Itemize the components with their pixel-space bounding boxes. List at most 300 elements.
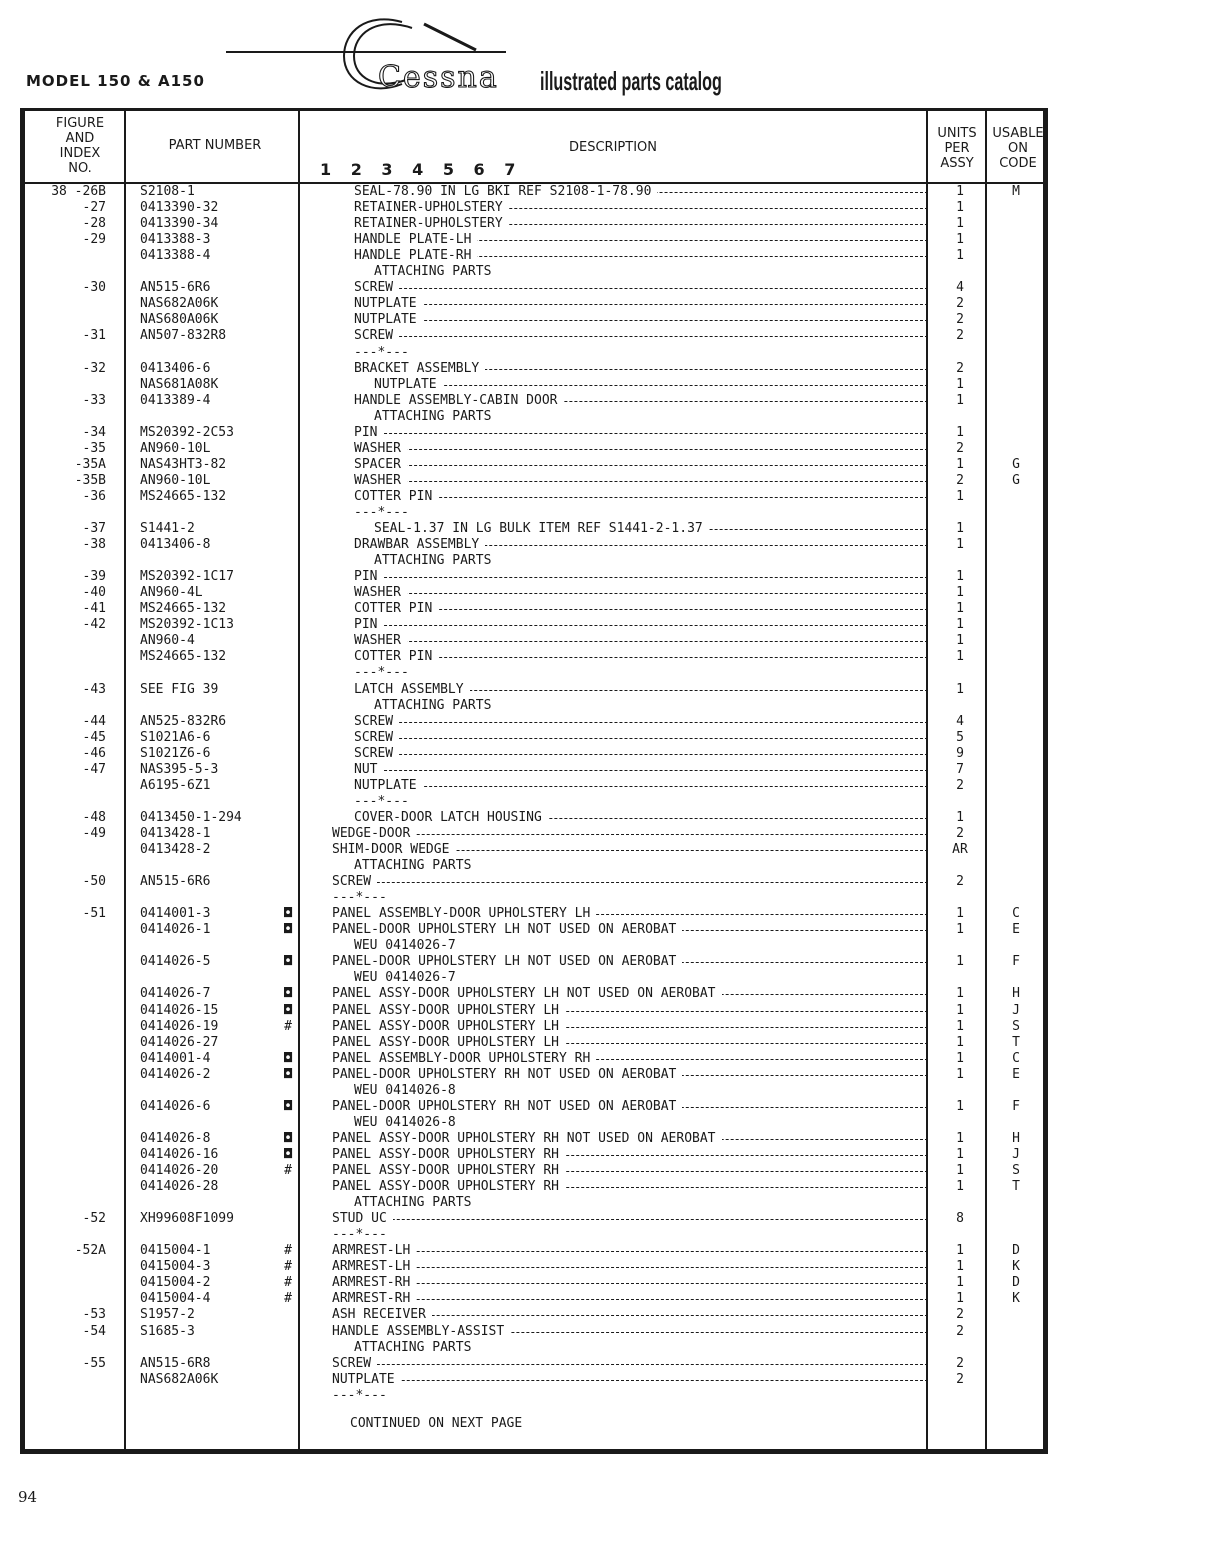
- part-number: S1441-2: [140, 521, 195, 536]
- description-text: SCREW: [332, 1356, 377, 1371]
- part-description: [374, 521, 928, 537]
- description-text: ---*---: [332, 1227, 393, 1242]
- units-per-assy: 1: [956, 810, 964, 825]
- units-per-assy: 1: [956, 922, 964, 937]
- description-text: ARMREST-LH: [332, 1243, 416, 1258]
- description-text: NUTPLATE: [354, 296, 423, 311]
- page-number: 94: [18, 1488, 38, 1506]
- part-description: [332, 1179, 928, 1195]
- description-text: SCREW: [354, 730, 399, 745]
- header-line: NO.: [68, 161, 92, 176]
- units-per-assy: 1: [956, 1259, 964, 1274]
- description-text: COTTER PIN: [354, 649, 438, 664]
- units-per-assy: 1: [956, 521, 964, 536]
- part-description: [332, 1131, 928, 1147]
- part-number: 0413390-34: [140, 216, 219, 231]
- part-number: 0414026-27: [140, 1035, 219, 1050]
- part-description: [354, 778, 928, 794]
- part-number: 0414026-8: [140, 1131, 211, 1146]
- part-number: AN507-832R8: [140, 328, 227, 343]
- part-description: [354, 216, 928, 232]
- description-text: ---*---: [332, 890, 393, 905]
- description-text: NUTPLATE: [332, 1372, 401, 1387]
- description-text: WASHER: [354, 441, 407, 456]
- index-number: -27: [82, 200, 106, 215]
- description-text: HANDLE PLATE-RH: [354, 248, 477, 263]
- description-text: SCREW: [354, 280, 399, 295]
- part-description: [374, 409, 928, 425]
- part-description: [354, 1083, 928, 1099]
- continued-note: CONTINUED ON NEXT PAGE: [350, 1416, 523, 1431]
- units-per-assy: 1: [956, 1019, 964, 1034]
- index-number: -38: [82, 537, 106, 552]
- part-description: [332, 906, 928, 922]
- description-text: ATTACHING PARTS: [374, 264, 497, 279]
- usable-on-code: S: [1012, 1019, 1020, 1034]
- description-text: SPACER: [354, 457, 407, 472]
- units-per-assy: 1: [956, 601, 964, 616]
- units-per-assy: 1: [956, 489, 964, 504]
- part-number: 0413428-2: [140, 842, 211, 857]
- part-description: [354, 601, 928, 617]
- part-description: [374, 377, 928, 393]
- description-text: SCREW: [354, 714, 399, 729]
- description-text: WEU 0414026-7: [354, 938, 462, 953]
- index-number: -36: [82, 489, 106, 504]
- units-per-assy: 1: [956, 682, 964, 697]
- description-text: NUTPLATE: [374, 377, 443, 392]
- units-per-assy: 1: [956, 1003, 964, 1018]
- part-number: 0413428-1: [140, 826, 211, 841]
- description-text: COTTER PIN: [354, 601, 438, 616]
- description-text: ATTACHING PARTS: [354, 858, 477, 873]
- index-number: -40: [82, 585, 106, 600]
- units-per-assy: 7: [956, 762, 964, 777]
- description-text: PANEL ASSY-DOOR UPHOLSTERY RH NOT USED ON AEROBAT: [332, 1131, 722, 1146]
- part-description: [354, 938, 928, 954]
- part-number: 0414026-28: [140, 1179, 219, 1194]
- usable-on-code: J: [1012, 1147, 1020, 1162]
- units-per-assy: 1: [956, 649, 964, 664]
- description-text: RETAINER-UPHOLSTERY: [354, 200, 509, 215]
- description-text: ---*---: [354, 345, 415, 360]
- part-description: [332, 922, 928, 938]
- part-description: [332, 1307, 928, 1323]
- effectivity-mark: ◘: [284, 922, 292, 937]
- part-description: [354, 489, 928, 505]
- index-number: -45: [82, 730, 106, 745]
- part-number: 0413450-1-294: [140, 810, 242, 825]
- index-number: 38 -26B: [51, 184, 106, 199]
- description-text: ATTACHING PARTS: [354, 1195, 477, 1210]
- units-per-assy: 2: [956, 1324, 964, 1339]
- index-number: -34: [82, 425, 106, 440]
- description-text: PIN: [354, 617, 383, 632]
- part-number: MS24665-132: [140, 601, 227, 616]
- part-description: [332, 1035, 928, 1051]
- part-description: [354, 1340, 928, 1356]
- part-description: [354, 810, 928, 826]
- units-per-assy: 1: [956, 184, 964, 199]
- header-line: FIGURE: [55, 116, 105, 131]
- description-text: PANEL ASSY-DOOR UPHOLSTERY RH: [332, 1147, 565, 1162]
- units-per-assy: 1: [956, 393, 964, 408]
- figure-column-header: [40, 116, 120, 176]
- units-per-assy: 1: [956, 248, 964, 263]
- index-number: -47: [82, 762, 106, 777]
- description-text: SHIM-DOOR WEDGE: [332, 842, 455, 857]
- part-number: 0414001-3: [140, 906, 211, 921]
- units-per-assy: 1: [956, 537, 964, 552]
- part-number: A6195-6Z1: [140, 778, 211, 793]
- column-divider: [124, 108, 126, 1454]
- units-per-assy: 4: [956, 280, 964, 295]
- description-text: LATCH ASSEMBLY: [354, 682, 470, 697]
- index-number: -42: [82, 617, 106, 632]
- part-description: [374, 553, 928, 569]
- units-per-assy: 1: [956, 1051, 964, 1066]
- units-per-assy: 2: [956, 826, 964, 841]
- description-text: SCREW: [354, 328, 399, 343]
- effectivity-mark: #: [284, 1259, 292, 1274]
- index-number: -32: [82, 361, 106, 376]
- usable-on-code: H: [1012, 986, 1020, 1001]
- units-per-assy: 1: [956, 633, 964, 648]
- catalog-title: illustrated parts catalog: [540, 66, 722, 96]
- description-text: ---*---: [354, 665, 415, 680]
- usable-on-code: D: [1012, 1275, 1020, 1290]
- description-text: PANEL ASSY-DOOR UPHOLSTERY LH NOT USED ON AEROBAT: [332, 986, 722, 1001]
- description-column-header: DESCRIPTION: [569, 140, 657, 155]
- model-heading: MODEL 150 & A150: [26, 72, 205, 90]
- units-per-assy: 1: [956, 457, 964, 472]
- units-per-assy: 1: [956, 906, 964, 921]
- units-per-assy: 2: [956, 1307, 964, 1322]
- description-text: WEU 0414026-8: [354, 1115, 462, 1130]
- usable-on-code: K: [1012, 1291, 1020, 1306]
- description-text: ARMREST-RH: [332, 1275, 416, 1290]
- part-description: [332, 986, 928, 1002]
- part-number: 0413406-6: [140, 361, 211, 376]
- units-per-assy: 1: [956, 232, 964, 247]
- part-description: [354, 296, 928, 312]
- part-description: [332, 1324, 928, 1340]
- indent-level-scale: 1 2 3 4 5 6 7: [320, 160, 523, 179]
- part-number: AN960-4: [140, 633, 195, 648]
- part-description: [332, 1243, 928, 1259]
- part-description: [354, 1115, 928, 1131]
- part-number-column-header: PART NUMBER: [168, 138, 262, 153]
- units-per-assy: 2: [956, 296, 964, 311]
- units-per-assy: 9: [956, 746, 964, 761]
- effectivity-mark: #: [284, 1163, 292, 1178]
- usable-on-code: G: [1012, 457, 1020, 472]
- effectivity-mark: #: [284, 1019, 292, 1034]
- part-description: [332, 1259, 928, 1275]
- description-text: WASHER: [354, 585, 407, 600]
- part-number: MS20392-1C17: [140, 569, 234, 584]
- units-per-assy: 1: [956, 377, 964, 392]
- index-number: -35B: [74, 473, 106, 488]
- part-description: [354, 457, 928, 473]
- part-number: 0415004-3: [140, 1259, 211, 1274]
- units-per-assy: 1: [956, 1275, 964, 1290]
- part-description: [332, 1051, 928, 1067]
- units-per-assy: 8: [956, 1211, 964, 1226]
- description-text: NUT: [354, 762, 383, 777]
- units-per-assy: 2: [956, 328, 964, 343]
- usable-on-code: F: [1012, 1099, 1020, 1114]
- description-text: PANEL ASSY-DOOR UPHOLSTERY RH: [332, 1163, 565, 1178]
- part-description: [354, 665, 928, 681]
- part-description: [354, 714, 928, 730]
- part-description: [354, 682, 928, 698]
- index-number: -53: [82, 1307, 106, 1322]
- units-per-assy: 1: [956, 585, 964, 600]
- part-number: 0415004-2: [140, 1275, 211, 1290]
- index-number: -35A: [74, 457, 106, 472]
- description-text: PANEL ASSY-DOOR UPHOLSTERY LH: [332, 1003, 565, 1018]
- part-description: [354, 762, 928, 778]
- usable-on-code: T: [1012, 1035, 1020, 1050]
- description-text: ATTACHING PARTS: [374, 698, 497, 713]
- part-description: [354, 505, 928, 521]
- part-description: [332, 1291, 928, 1307]
- description-text: NUTPLATE: [354, 312, 423, 327]
- header-line: AND: [65, 131, 95, 146]
- units-per-assy: 1: [956, 1035, 964, 1050]
- units-per-assy: 1: [956, 617, 964, 632]
- header-line: ASSY: [940, 156, 974, 171]
- part-description: [332, 1019, 928, 1035]
- description-text: BRACKET ASSEMBLY: [354, 361, 485, 376]
- part-description: [332, 842, 928, 858]
- usable-on-code: K: [1012, 1259, 1020, 1274]
- description-text: HANDLE PLATE-LH: [354, 232, 477, 247]
- part-description: [354, 649, 928, 665]
- index-number: -35: [82, 441, 106, 456]
- units-per-assy: 2: [956, 473, 964, 488]
- part-description: [332, 890, 928, 906]
- part-description: [354, 746, 928, 762]
- index-number: -54: [82, 1324, 106, 1339]
- usable-on-code: C: [1012, 1051, 1020, 1066]
- part-description: [354, 184, 928, 200]
- part-number: 0414026-6: [140, 1099, 211, 1114]
- index-number: -50: [82, 874, 106, 889]
- part-number: S1685-3: [140, 1324, 195, 1339]
- effectivity-mark: #: [284, 1243, 292, 1258]
- header-line: ON: [1008, 141, 1028, 156]
- description-text: PANEL ASSY-DOOR UPHOLSTERY LH: [332, 1035, 565, 1050]
- description-text: PANEL ASSY-DOOR UPHOLSTERY LH: [332, 1019, 565, 1034]
- part-number: 0413388-4: [140, 248, 211, 263]
- effectivity-mark: #: [284, 1291, 292, 1306]
- part-number: AN515-6R6: [140, 874, 211, 889]
- description-text: PANEL-DOOR UPHOLSTERY LH NOT USED ON AEROBAT: [332, 922, 682, 937]
- part-number: AN525-832R6: [140, 714, 227, 729]
- units-per-assy: 4: [956, 714, 964, 729]
- column-divider: [298, 108, 300, 1454]
- description-text: WEDGE-DOOR: [332, 826, 416, 841]
- part-description: [332, 1211, 928, 1227]
- description-text: HANDLE ASSEMBLY-ASSIST: [332, 1324, 510, 1339]
- part-description: [332, 1275, 928, 1291]
- description-text: SCREW: [354, 746, 399, 761]
- part-number: NAS680A06K: [140, 312, 219, 327]
- index-number: -44: [82, 714, 106, 729]
- description-text: SCREW: [332, 874, 377, 889]
- index-number: -29: [82, 232, 106, 247]
- units-per-assy: 1: [956, 1291, 964, 1306]
- part-number: AN515-6R6: [140, 280, 211, 295]
- units-per-assy: 1: [956, 1099, 964, 1114]
- part-description: [332, 1227, 928, 1243]
- part-number: S2108-1: [140, 184, 195, 199]
- part-description: [354, 537, 928, 553]
- part-description: [354, 280, 928, 296]
- part-description: [354, 585, 928, 601]
- description-text: WASHER: [354, 473, 407, 488]
- index-number: -43: [82, 682, 106, 697]
- description-text: HANDLE ASSEMBLY-CABIN DOOR: [354, 393, 564, 408]
- part-number: 0414026-15: [140, 1003, 219, 1018]
- part-description: [354, 441, 928, 457]
- units-per-assy: 2: [956, 312, 964, 327]
- index-number: -37: [82, 521, 106, 536]
- description-text: ATTACHING PARTS: [374, 553, 497, 568]
- description-text: COVER-DOOR LATCH HOUSING: [354, 810, 548, 825]
- units-per-assy: 1: [956, 1067, 964, 1082]
- part-description: [332, 1067, 928, 1083]
- units-per-assy: 1: [956, 200, 964, 215]
- part-number: 0414026-7: [140, 986, 211, 1001]
- effectivity-mark: ◘: [284, 906, 292, 921]
- part-number: AN960-4L: [140, 585, 203, 600]
- part-description: [354, 1195, 928, 1211]
- part-number: 0414001-4: [140, 1051, 211, 1066]
- index-number: -48: [82, 810, 106, 825]
- units-per-assy: AR: [952, 842, 968, 857]
- units-per-assy: 2: [956, 441, 964, 456]
- part-description: [332, 1163, 928, 1179]
- units-per-assy: 2: [956, 1356, 964, 1371]
- part-description: [332, 1003, 928, 1019]
- description-text: PANEL-DOOR UPHOLSTERY RH NOT USED ON AEROBAT: [332, 1067, 682, 1082]
- usable-code-column-header: [987, 126, 1049, 171]
- part-number: 0413390-32: [140, 200, 219, 215]
- brand-wordmark: Cessna: [378, 60, 499, 95]
- units-per-assy: 1: [956, 1163, 964, 1178]
- usable-on-code: D: [1012, 1243, 1020, 1258]
- part-description: [354, 312, 928, 328]
- units-per-assy: 1: [956, 1179, 964, 1194]
- description-text: ---*---: [332, 1388, 393, 1403]
- description-text: PANEL-DOOR UPHOLSTERY LH NOT USED ON AEROBAT: [332, 954, 682, 969]
- effectivity-mark: ◘: [284, 986, 292, 1001]
- effectivity-mark: ◘: [284, 1131, 292, 1146]
- part-description: [332, 826, 928, 842]
- description-text: PANEL ASSY-DOOR UPHOLSTERY RH: [332, 1179, 565, 1194]
- units-per-assy: 2: [956, 874, 964, 889]
- part-description: [354, 569, 928, 585]
- usable-on-code: M: [1012, 184, 1020, 199]
- part-description: [332, 1147, 928, 1163]
- usable-on-code: S: [1012, 1163, 1020, 1178]
- description-text: PANEL ASSEMBLY-DOOR UPHOLSTERY LH: [332, 906, 596, 921]
- effectivity-mark: ◘: [284, 1051, 292, 1066]
- units-per-assy: 2: [956, 1372, 964, 1387]
- header-line: UNITS: [937, 126, 977, 141]
- part-description: [354, 328, 928, 344]
- usable-on-code: T: [1012, 1179, 1020, 1194]
- part-number: 0414026-1: [140, 922, 211, 937]
- part-number: MS24665-132: [140, 649, 227, 664]
- part-description: [354, 361, 928, 377]
- usable-on-code: C: [1012, 906, 1020, 921]
- part-number: MS20392-1C13: [140, 617, 234, 632]
- description-text: RETAINER-UPHOLSTERY: [354, 216, 509, 231]
- part-number: S1957-2: [140, 1307, 195, 1322]
- part-description: [354, 200, 928, 216]
- part-description: [332, 1356, 928, 1372]
- part-number: 0415004-1: [140, 1243, 211, 1258]
- units-per-assy: 1: [956, 954, 964, 969]
- description-text: DRAWBAR ASSEMBLY: [354, 537, 485, 552]
- part-number: AN960-10L: [140, 473, 211, 488]
- description-text: ---*---: [354, 794, 415, 809]
- units-per-assy: 1: [956, 1147, 964, 1162]
- part-description: [374, 264, 928, 280]
- effectivity-mark: ◘: [284, 954, 292, 969]
- index-number: -41: [82, 601, 106, 616]
- part-description: [354, 345, 928, 361]
- part-number: AN960-10L: [140, 441, 211, 456]
- part-number: NAS43HT3-82: [140, 457, 227, 472]
- header-line: PER: [944, 141, 970, 156]
- part-number: NAS682A06K: [140, 296, 219, 311]
- part-description: [332, 954, 928, 970]
- usable-on-code: E: [1012, 1067, 1020, 1082]
- part-description: [374, 698, 928, 714]
- part-description: [332, 1372, 928, 1388]
- usable-on-code: G: [1012, 473, 1020, 488]
- part-number: 0413389-4: [140, 393, 211, 408]
- part-number: NAS681A08K: [140, 377, 219, 392]
- header-line: CODE: [999, 156, 1037, 171]
- part-number: AN515-6R8: [140, 1356, 211, 1371]
- description-text: ATTACHING PARTS: [354, 1340, 477, 1355]
- part-number: 0414026-20: [140, 1163, 219, 1178]
- part-number: SEE FIG 39: [140, 682, 219, 697]
- part-number: 0413406-8: [140, 537, 211, 552]
- units-column-header: [928, 126, 986, 171]
- effectivity-mark: #: [284, 1275, 292, 1290]
- description-text: SEAL-1.37 IN LG BULK ITEM REF S1441-2-1.37: [374, 521, 709, 536]
- part-number: XH99608F1099: [140, 1211, 234, 1226]
- usable-on-code: F: [1012, 954, 1020, 969]
- description-text: SEAL-78.90 IN LG BKI REF S2108-1-78.90: [354, 184, 657, 199]
- usable-on-code: E: [1012, 922, 1020, 937]
- description-text: PIN: [354, 425, 383, 440]
- usable-on-code: J: [1012, 1003, 1020, 1018]
- index-number: -30: [82, 280, 106, 295]
- part-description: [354, 794, 928, 810]
- units-per-assy: 2: [956, 361, 964, 376]
- part-description: [332, 874, 928, 890]
- index-number: -28: [82, 216, 106, 231]
- header-line: INDEX: [59, 146, 101, 161]
